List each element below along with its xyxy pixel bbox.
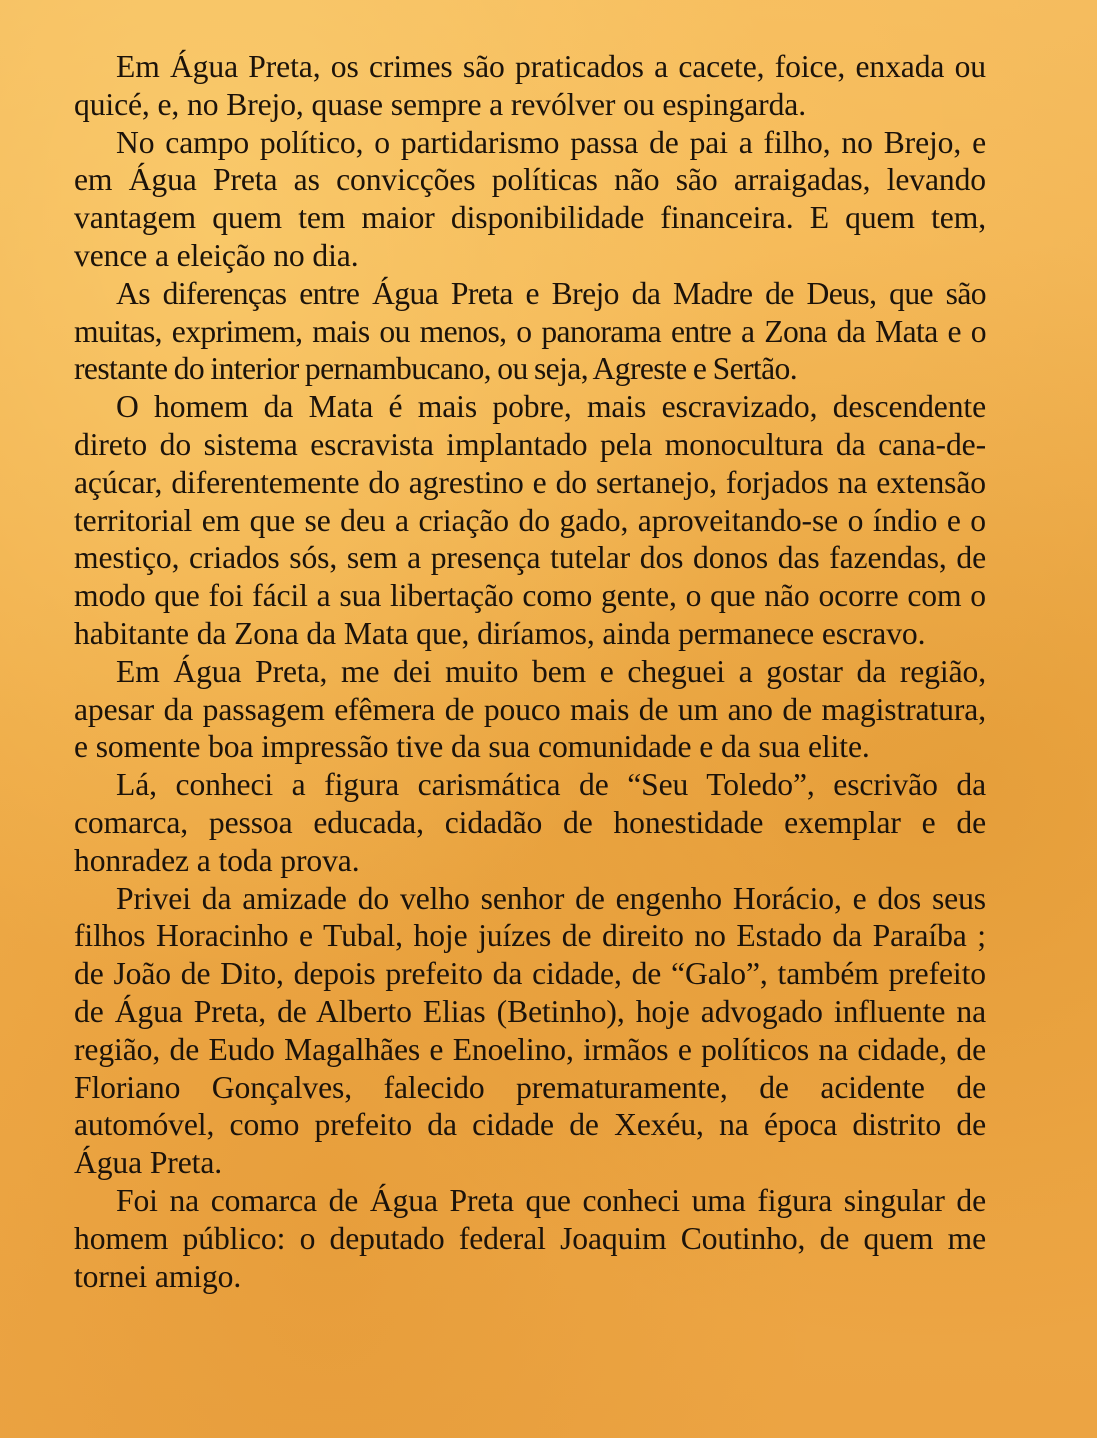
paragraph-8: Foi na comarca de Água Preta que conheci uma figura singular de homem público: o deputado federal Joaquim Coutinho, de quem me tornei amigo.: [74, 1182, 986, 1294]
paragraph-4: O homem da Mata é mais pobre, mais escravizado, descendente direto do sistema escravista implantado pela monocultura da cana-de-açúcar, diferentemente do agrestino e do sertanejo, forjados na extensão territorial em que se deu a criação do gado, aproveitando-se o índio e o mestiço, criados sós, sem a presença tutelar dos donos das fazendas, de modo que foi fácil a sua libertação como gente, o que não ocorre com o habitante da Zona da Mata que, diríamos, ainda permanece escravo.: [74, 389, 986, 651]
paragraph-3: As diferenças entre Água Preta e Brejo da Madre de Deus, que são muitas, exprimem, mais ou menos, o panorama entre a Zona da Mata e o restante do interior pernambucano, ou seja, Agreste e Sertão.: [74, 275, 986, 387]
paragraph-5: Em Água Preta, me dei muito bem e cheguei a gostar da região, apesar da passagem efêmera de pouco mais de um ano de magistratura, e somente boa impressão tive da sua comunidade e da sua elite.: [74, 653, 986, 765]
paragraph-2: No campo político, o partidarismo passa de pai a filho, no Brejo, e em Água Preta as convicções políticas não são arraigadas, levando vantagem quem tem maior disponibilidade financeira. E quem tem, vence a eleição no dia.: [74, 124, 986, 273]
paragraph-6: Lá, conheci a figura carismática de “Seu Toledo”, escrivão da comarca, pessoa educada, cidadão de honestidade exemplar e de honradez a toda prova.: [74, 767, 986, 878]
paragraph-1: Em Água Preta, os crimes são praticados a cacete, foice, enxada ou quicé, e, no Brejo, quase sempre a revólver ou espingarda.: [74, 49, 986, 122]
paragraph-7: Privei da amizade do velho senhor de engenho Horácio, e dos seus filhos Horacinho e Tubal, hoje juízes de direito no Estado da Paraíba ; de João de Dito, depois prefeito da cidade, de “Galo”, também prefeito de Água Preta, de Alberto Elias (Betinho), hoje advogado influente na região, de Eudo Magalhães e Enoelino, irmãos e políticos na cidade, de Floriano Gonçalves, falecido prematuramente, de acidente de automóvel, como prefeito da cidade de Xexéu, na época distrito de Água Preta.: [74, 880, 986, 1181]
page-body: [74, 48, 986, 1295]
